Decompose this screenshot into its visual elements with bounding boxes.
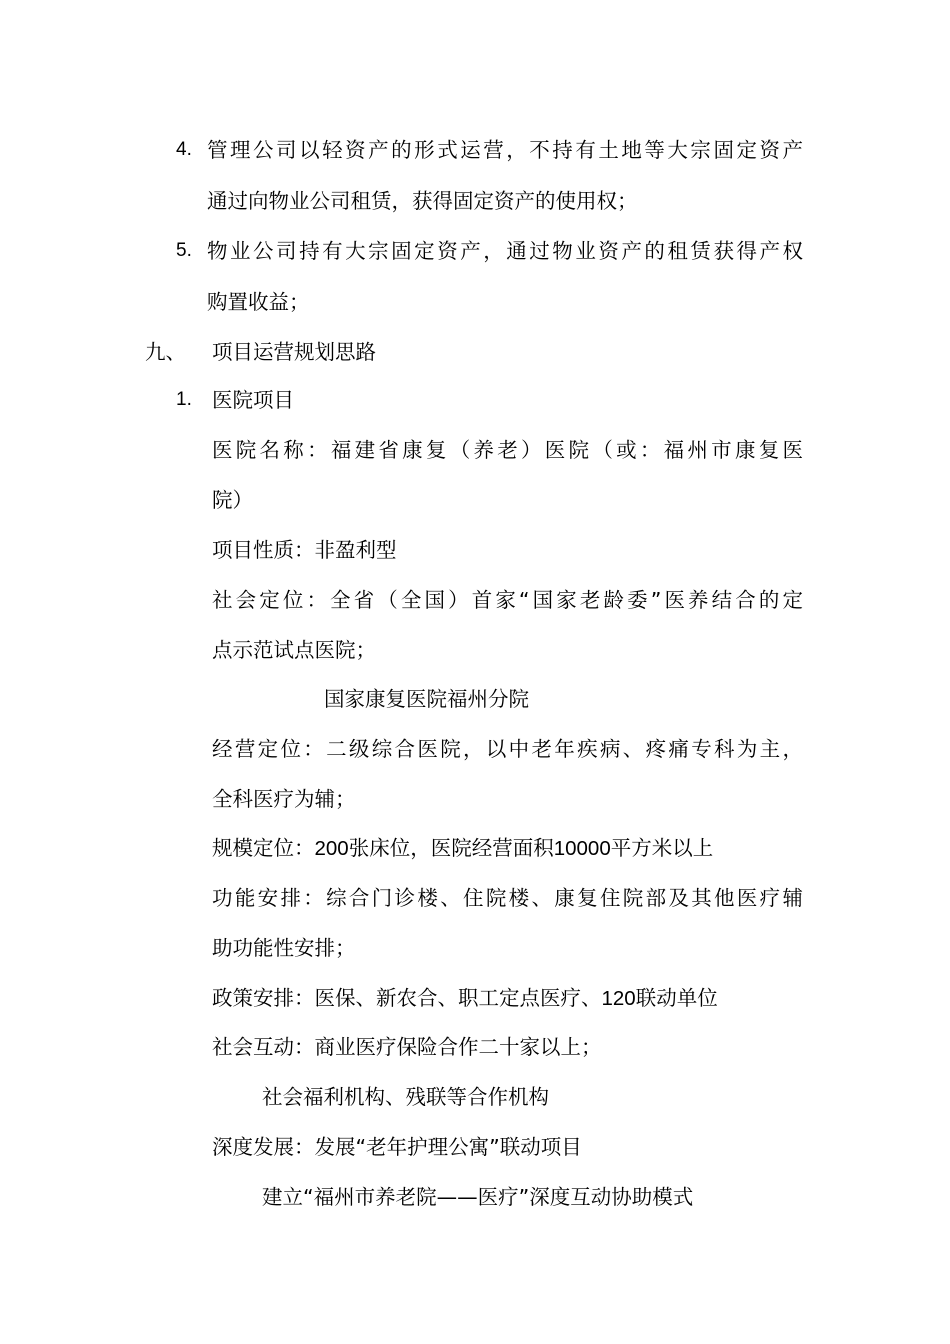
social-interaction-line1: 社会互动：商业医疗保险合作二十家以上； (212, 1035, 602, 1059)
social-positioning-line1: 社会定位：全省（全国）首家“国家老龄委”医养结合的定 (212, 588, 803, 612)
section-title: 项目运营规划思路 (212, 340, 376, 364)
item5-line2: 购置收益； (207, 290, 310, 314)
item5-line1: 物业公司持有大宗固定资产，通过物业资产的租赁获得产权 (207, 239, 803, 263)
scale-suffix: 平方米以上 (610, 836, 714, 860)
scale-beds-number: 200 (314, 837, 349, 860)
hospital-name-line1: 医院名称：福建省康复（养老）医院（或：福州市康复医 (212, 438, 803, 462)
policy-prefix: 政策安排：医保、新农合、职工定点医疗、 (212, 986, 602, 1010)
subsection-number: 1. (176, 389, 192, 410)
scale-prefix: 规模定位： (212, 836, 315, 860)
policy-arrangement (212, 984, 718, 1013)
function-arrangement-line1: 功能安排：综合门诊楼、住院楼、康复住院部及其他医疗辅 (212, 886, 803, 910)
subsection-title: 医院项目 (212, 388, 294, 412)
business-positioning-line2: 全科医疗为辅； (212, 787, 356, 811)
function-arrangement-line2: 助功能性安排； (212, 936, 356, 960)
scale-positioning (212, 834, 713, 863)
policy-number: 120 (601, 987, 636, 1010)
social-positioning-line3: 国家康复医院福州分院 (324, 687, 529, 711)
depth-development-line2: 建立“福州市养老院——医疗”深度互动协助模式 (262, 1185, 694, 1209)
item4-line1: 管理公司以轻资产的形式运营，不持有土地等大宗固定资产 (207, 138, 803, 162)
depth-development-line1: 深度发展：发展“老年护理公寓”联动项目 (212, 1135, 582, 1159)
social-interaction-line2: 社会福利机构、残联等合作机构 (262, 1085, 549, 1109)
hospital-name-line2: 院） (212, 488, 253, 512)
scale-area-number: 10000 (553, 837, 611, 860)
project-nature: 项目性质：非盈利型 (212, 538, 397, 562)
list-number-5: 5. (176, 240, 192, 261)
list-number-4: 4. (176, 139, 192, 160)
scale-middle: 张床位，医院经营面积 (348, 836, 554, 860)
business-positioning-line1: 经营定位：二级综合医院，以中老年疾病、疼痛专科为主， (212, 737, 803, 761)
policy-suffix: 联动单位 (635, 986, 718, 1010)
social-positioning-line2: 点示范试点医院； (212, 638, 376, 662)
item4-line2: 通过向物业公司租赁，获得固定资产的使用权； (207, 189, 638, 213)
section-number: 九、 (145, 340, 186, 364)
